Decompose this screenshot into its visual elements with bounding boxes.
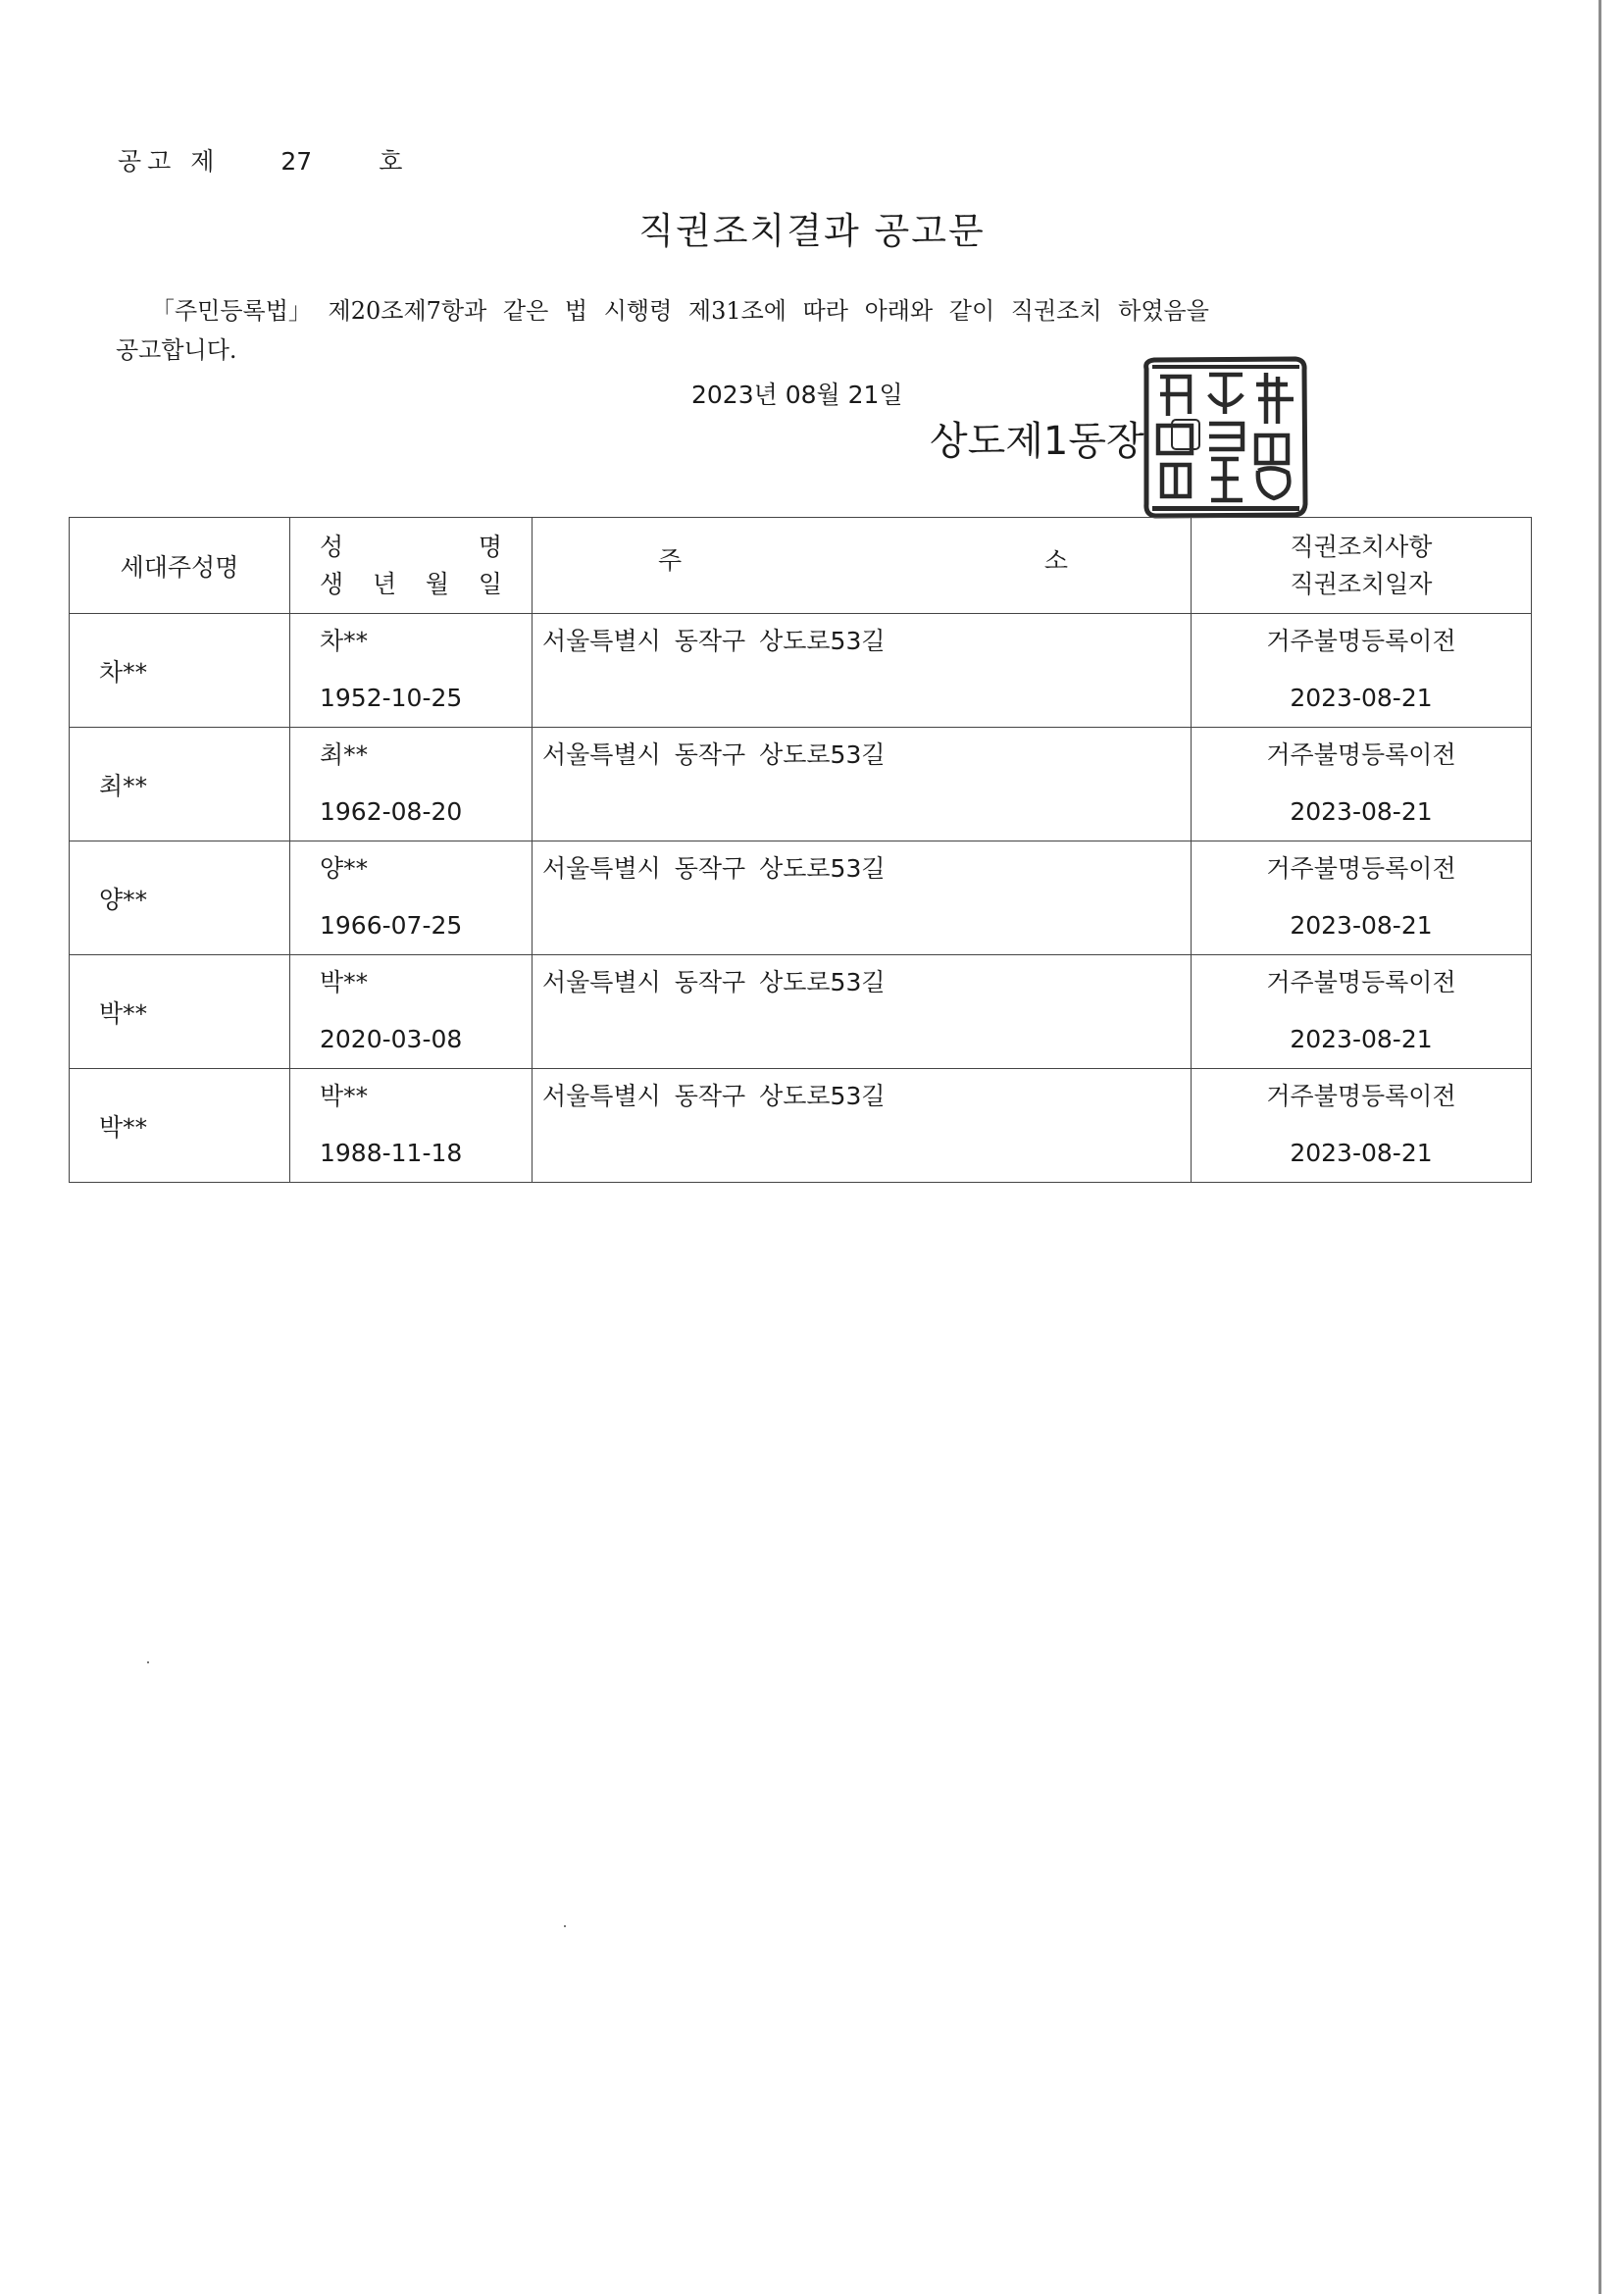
name-dob-cell	[290, 728, 533, 841]
action-records-table	[69, 517, 1532, 1183]
household-head-cell: 차**	[70, 614, 290, 728]
header-name-dob	[290, 518, 533, 614]
address-text: 서울특별시 동작구 상도로53길	[542, 1082, 886, 1110]
action-date: 2023-08-21	[1290, 911, 1433, 940]
action-type: 거주불명등록이전	[1266, 627, 1456, 655]
action-type: 거주불명등록이전	[1266, 740, 1456, 769]
notice-number-value: 27	[280, 147, 313, 176]
address-text: 서울특별시 동작구 상도로53길	[542, 968, 886, 996]
name-dob-cell	[290, 841, 533, 955]
household-head-cell: 최**	[70, 728, 290, 841]
body-line-1: 「주민등록법」 제20조제7항과 같은 법 시행령 제31조에 따라 아래와 같이 직권조치 하였음을	[151, 297, 1209, 325]
header-address	[533, 518, 1192, 614]
table-header-row	[70, 518, 1532, 614]
resident-name: 박**	[320, 968, 369, 996]
name-dob-cell	[290, 1069, 533, 1183]
header-name-char-2: 명	[478, 532, 502, 561]
document-title: 직권조치결과 공고문	[638, 210, 986, 252]
action-date: 2023-08-21	[1290, 1139, 1433, 1167]
action-cell	[1192, 841, 1532, 955]
address-cell	[533, 841, 1192, 955]
header-action	[1192, 518, 1532, 614]
table-row	[70, 955, 1532, 1069]
action-cell	[1192, 728, 1532, 841]
body-line-2: 공고합니다.	[116, 336, 237, 364]
header-dob-char-1: 생	[320, 569, 344, 598]
resident-name: 박**	[320, 1082, 369, 1110]
notice-number	[118, 142, 402, 178]
resident-name: 차**	[320, 627, 369, 655]
birth-date: 1988-11-18	[320, 1139, 463, 1167]
action-cell	[1192, 955, 1532, 1069]
header-dob-char-4: 일	[478, 569, 502, 598]
address-text: 서울특별시 동작구 상도로53길	[542, 854, 886, 883]
address-text: 서울특별시 동작구 상도로53길	[542, 740, 886, 769]
header-dob-char-3: 월	[425, 569, 450, 598]
header-address-char-2: 소	[1043, 545, 1068, 575]
household-head-cell: 박**	[70, 955, 290, 1069]
action-cell	[1192, 1069, 1532, 1183]
table-row	[70, 614, 1532, 728]
birth-date: 2020-03-08	[320, 1025, 463, 1053]
notice-number-label: 공고 제	[118, 147, 221, 176]
birth-date: 1966-07-25	[320, 911, 463, 940]
action-type: 거주불명등록이전	[1266, 1082, 1456, 1110]
name-dob-cell	[290, 955, 533, 1069]
address-cell	[533, 728, 1192, 841]
birth-date: 1952-10-25	[320, 684, 463, 712]
header-action-date: 직권조치일자	[1290, 569, 1433, 598]
address-cell	[533, 614, 1192, 728]
action-date: 2023-08-21	[1290, 797, 1433, 826]
action-cell	[1192, 614, 1532, 728]
table-row	[70, 841, 1532, 955]
notice-number-suffix: 호	[379, 147, 403, 176]
scan-edge-line	[1599, 0, 1601, 2294]
household-head-cell: 양**	[70, 841, 290, 955]
birth-date: 1962-08-20	[320, 797, 463, 826]
household-head-cell: 박**	[70, 1069, 290, 1183]
table-row	[70, 1069, 1532, 1183]
action-date: 2023-08-21	[1290, 1025, 1433, 1053]
resident-name: 최**	[320, 740, 369, 769]
table-row	[70, 728, 1532, 841]
action-date: 2023-08-21	[1290, 684, 1433, 712]
scan-speck	[564, 1925, 566, 1927]
header-household-head: 세대주성명	[70, 518, 290, 614]
header-name	[290, 529, 532, 566]
notice-date: 2023년 08월 21일	[691, 381, 903, 409]
header-dob-char-2: 년	[372, 569, 397, 598]
signer-title: 상도제1동장	[930, 419, 1144, 464]
header-name-char-1: 성	[320, 532, 344, 561]
action-type: 거주불명등록이전	[1266, 854, 1456, 883]
resident-name: 양**	[320, 854, 369, 883]
name-dob-cell	[290, 614, 533, 728]
address-cell	[533, 955, 1192, 1069]
official-seal-stamp	[1141, 355, 1309, 520]
header-action-type: 직권조치사항	[1290, 532, 1433, 561]
scan-speck	[147, 1661, 149, 1663]
action-type: 거주불명등록이전	[1266, 968, 1456, 996]
address-text: 서울특별시 동작구 상도로53길	[542, 627, 886, 655]
header-dob	[290, 566, 532, 603]
address-cell	[533, 1069, 1192, 1183]
header-address-char-1: 주	[658, 545, 683, 575]
